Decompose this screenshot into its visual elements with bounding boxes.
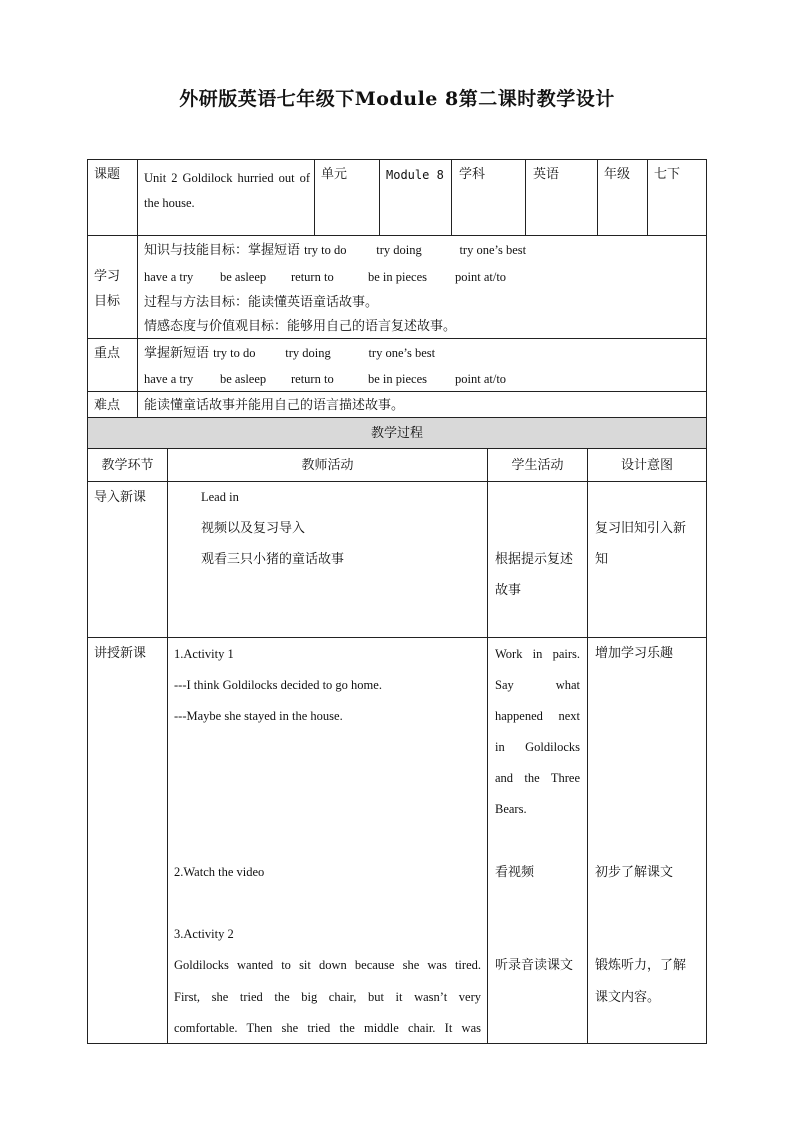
activity2-student: 听录音读课文 xyxy=(495,958,574,973)
phrase: be asleep xyxy=(220,372,267,386)
lead-in-purpose-1: 复习旧知引入新 xyxy=(595,521,687,536)
activity1-line-1: ---I think Goldilocks decided to go home. xyxy=(174,678,382,692)
phrase: try to do xyxy=(304,243,347,257)
attitude-objective: 情感态度与价值观目标：能够用自己的语言复述故事。 xyxy=(144,319,457,334)
phrase: return to xyxy=(291,270,334,284)
phrase: try to do xyxy=(213,346,256,360)
key-points-line xyxy=(144,345,435,362)
phrase: point at/to xyxy=(455,270,507,284)
phrase: have a try xyxy=(144,372,194,386)
activity1-purpose: 增加学习乐趣 xyxy=(595,646,674,661)
key-points-phrases-row xyxy=(144,371,506,388)
phrase: try one’s best xyxy=(459,243,527,257)
lead-in-purpose-2: 知 xyxy=(595,552,609,567)
new-lesson-stage: 讲授新课 xyxy=(94,646,147,661)
lead-in-title: Lead in xyxy=(201,490,239,504)
phrase: point at/to xyxy=(455,372,507,386)
col-student: 学生活动 xyxy=(511,458,564,473)
lead-in-student-2: 故事 xyxy=(495,583,522,598)
unit-value: Module 8 xyxy=(386,168,444,182)
activity1-student-5: and the Three xyxy=(495,771,580,785)
phrase: be in pieces xyxy=(368,270,428,284)
activity1-student-4: in Goldilocks xyxy=(495,740,580,754)
unit-label: 单元 xyxy=(321,167,348,182)
phrase: try one’s best xyxy=(368,346,436,360)
objectives-label-1: 学习 xyxy=(94,269,121,284)
lead-in-review: 视频以及复习导入 xyxy=(201,521,306,536)
phrase: try doing xyxy=(285,346,331,360)
document-title: 外研版英语七年级下Module 8第二课时教学设计 xyxy=(179,88,615,110)
activity1-student-1: Work in pairs. xyxy=(495,647,580,661)
activity2-title: 3.Activity 2 xyxy=(174,927,234,941)
process-header: 教学过程 xyxy=(370,426,423,441)
objectives-label-2: 目标 xyxy=(94,294,121,309)
activity1-student-6: Bears. xyxy=(495,802,527,816)
activity2-line-3: comfortable. Then she tried the middle chair. It was xyxy=(174,1021,481,1035)
lead-in-watch: 观看三只小猪的童话故事 xyxy=(201,552,345,567)
subject-label: 学科 xyxy=(459,167,486,182)
knowledge-line xyxy=(144,242,526,259)
phrase: return to xyxy=(291,372,334,386)
activity1-student-3: happened next xyxy=(495,709,580,723)
video-purpose: 初步了解课文 xyxy=(595,865,674,880)
key-points-label: 重点 xyxy=(94,346,121,361)
topic-value: Unit 2 Goldilock hurried out of the house. xyxy=(144,171,310,210)
grade-value: 七下 xyxy=(654,167,681,182)
grade-label: 年级 xyxy=(604,167,631,182)
phrase: have a try xyxy=(144,270,194,284)
lead-in-stage: 导入新课 xyxy=(94,490,147,505)
difficulty-value: 能读懂童话故事并能用自己的语言描述故事。 xyxy=(144,398,405,413)
knowledge-prefix: 知识与技能目标：掌握短语 xyxy=(144,243,301,258)
knowledge-phrases-row xyxy=(144,269,506,286)
col-stage: 教学环节 xyxy=(101,458,154,473)
col-purpose: 设计意图 xyxy=(620,458,673,473)
col-teacher: 教师活动 xyxy=(301,458,354,473)
subject-value: 英语 xyxy=(533,167,560,182)
activity1-student-2: Say what xyxy=(495,678,580,692)
video-title: 2.Watch the video xyxy=(174,865,265,879)
process-objective: 过程与方法目标：能读懂英语童话故事。 xyxy=(144,295,379,310)
phrase: be in pieces xyxy=(368,372,428,386)
topic-label: 课题 xyxy=(94,167,121,182)
video-student: 看视频 xyxy=(495,865,535,880)
key-points-prefix: 掌握新短语 xyxy=(144,346,210,361)
difficulty-label: 难点 xyxy=(94,398,121,413)
phrase: be asleep xyxy=(220,270,267,284)
activity2-line-2: First, she tried the big chair, but it wasn’t very xyxy=(174,990,481,1004)
lead-in-student-1: 根据提示复述 xyxy=(495,552,574,567)
activity1-line-2: ---Maybe she stayed in the house. xyxy=(174,709,343,723)
activity2-purpose-2: 课文内容。 xyxy=(595,990,661,1005)
activity2-line-1: Goldilocks wanted to sit down because she was tired. xyxy=(174,958,481,972)
activity2-purpose-1: 锻炼听力，了解 xyxy=(595,958,687,973)
phrase: try doing xyxy=(376,243,422,257)
activity1-title: 1.Activity 1 xyxy=(174,647,234,661)
